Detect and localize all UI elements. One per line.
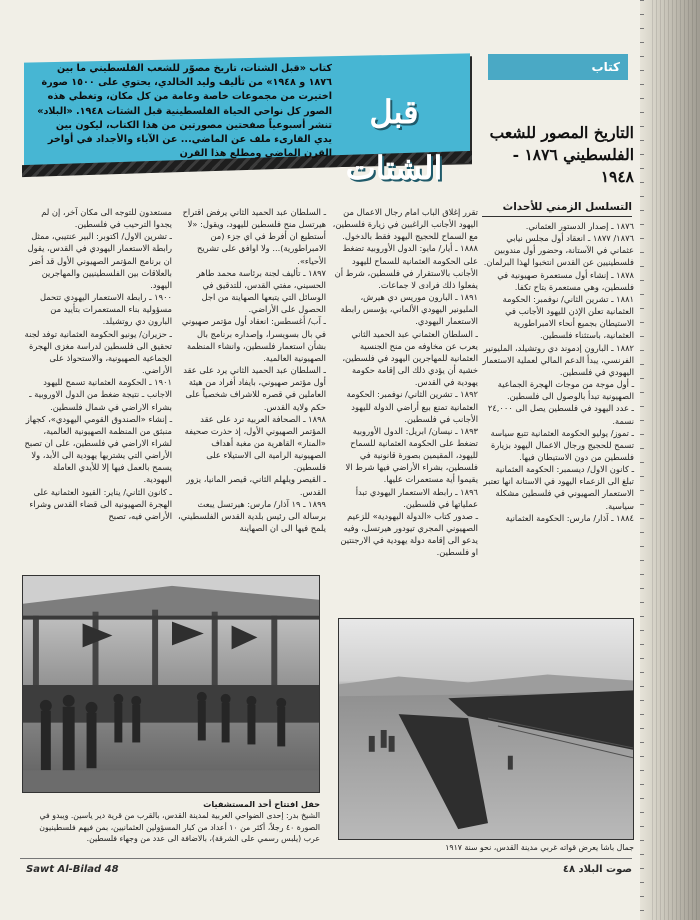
footer-latin-page: Sawt Al-Bilad 48 (26, 864, 119, 875)
timeline-entry: ١٨٩٦ ـ رابطة الاستعمار اليهودي تبدأ عملياتها في فلسطين. (355, 486, 478, 509)
banner-title: قبل الشتات (345, 93, 443, 187)
article-column-3 (178, 206, 326, 572)
timeline-entry: ١٨٩٣ ـ نيسان/ ابريل: الدول الأوروبية تضغط على الحكومة العثمانية للسماح لليهود، المقيمين بصورة قانونية في فلسطين، بشراء الأراضي فيها شرط الا يقيموا أية مستعمرات عليها. (345, 425, 478, 485)
timeline-entry: ١٩٠٠ ـ رابطة الاستعمار اليهودي تتحمل مسؤولية بناء المستعمرات بتأييد من البارون دي روتشيلد. (39, 292, 172, 327)
timeline-entry: ١٨٨٤ ـ آذار/ مارس: الحكومة العثمانية (505, 512, 634, 523)
footer-rule (20, 858, 632, 859)
timeline-entry: ـ تموز/ يوليو الحكومة العثمانية تتبع سياسة تسمح للحجيج ورجال الاعمال اليهود بزيارة فلسطين من دون الاستيطان فيها. (490, 427, 634, 462)
timeline-entry: ـ أول موجة من موجات الهجرة الجماعية الصهيونية تبدأ بالوصول الى فلسطين. (497, 379, 634, 402)
timeline-entry: مستعدون للتوجه الى مكان آخر، إن لم يجدوا الترحيب في فلسطين. (41, 207, 172, 230)
book-title: التاريخ المصور للشعب الفلسطيني ١٨٧٦ - ١٩٤٨ (489, 123, 634, 186)
troops-parade-photo (338, 618, 634, 840)
timeline-entry: ١٨٨٢ ـ البارون إدموند دي روتشيلد، المليونير الفرنسي، يبدأ الدعم المالي لعملية الاستعمار اليهودي في فلسطين. (482, 342, 634, 377)
timeline-entry: ـ السلطان عبد الحميد الثاني يرفض اقتراح هيرتسل منح فلسطين لليهود، ويقول: «لا أستطيع ان أفرط في اي جزء (من الامبراطورية)... ولا اوافق على تشريح الأحياء». (182, 207, 326, 266)
footer-arabic-page: صوت البلاد ٤٨ (562, 864, 632, 875)
timeline-entry: ـ آب/ أغسطس: انعقاد أول مؤتمر صهيوني في بال بسويسرا، وإصداره برنامج بال بشأن استعمار فلسطين، وانشاء المنظمة الصهيونية العالمية. (181, 316, 326, 363)
left-photo-title: حفل افتتاح أحد المستشفيات (203, 799, 320, 809)
timeline-entry: ١٩٠١ ـ الحكومة العثمانية تسمح لليهود الاجانب ـ نتيجة ضغط من الدول الاوروبية ـ بشراء الاراضي في شمال فلسطين. (29, 377, 172, 412)
article-column-2 (332, 206, 478, 610)
hospital-opening-photo (22, 575, 320, 793)
timeline-entry: ١٨٩٢ ـ تشرين الثاني/ نوفمبر: الحكومة العثمانية تمنع بيع أراضي الدولة لليهود الأجانب في فلسطين. (346, 389, 478, 424)
left-photo-caption: الشيخ بدر: إحدى الضواحي الغربية لمدينة القدس، بالقرب من قرية دير ياسين. ويبدو في الصورة ٤٠ رجلاً، أكثر من ١٠ أعداد من كبار المسؤولين العثمانيين، بمن فيهم فلسطينيون عرب (يلبس رسمي على الشرقة)، بالاضافة الى عدد من وجهاء فلسطين. (39, 811, 320, 843)
timeline-entry: ـ السلطان العثماني عبد الحميد الثاني يعرب عن مخاوفه من منح الجنسية العثمانية للمهاجرين اليهود في فلسطين، خشية أن يؤدي ذلك الى إقامة حكومة يهودية في القدس. (342, 328, 478, 388)
article-column-4 (24, 206, 172, 572)
page-edge (640, 0, 644, 920)
article-column-1 (482, 220, 634, 605)
binding-texture (652, 0, 700, 920)
timeline-entry: ١٨٧٦ ـ إصدار الدستور العثماني. (525, 221, 634, 231)
timeline-entry: تقرر إغلاق الباب امام رجال الاعمال من اليهود الأجانب الراغبين في زيارة فلسطين، مع السماح للحجيج اليهود فقط بالدخول. (332, 207, 478, 242)
section-tag: كتاب (488, 54, 628, 80)
timeline-entry: ـ حزيران/ يونيو الحكومة العثمانية توفد لجنة تحقيق الى فلسطين لدراسة مغزى الهجرة الجماعية الصهيونية، والاستحواذ على الأراضي. (24, 328, 172, 376)
timeline-entry: ١٨٩١ ـ البارون موريس دي هيرش، المليونير اليهودي الألماني، يؤسس رابطة الاستعمار اليهودي. (340, 292, 478, 327)
timeline-entry: ١٨٩٩ ـ ١٩ آذار/ مارس: هيرتسل يبعث برسالة الى رئيس بلدية القدس الفلسطيني، يلمح فيها الى ان الصهاينة (178, 498, 326, 534)
timeline-entry: ـ القيصر ويلهلم الثاني، قيصر المانيا، يزور القدس. (186, 474, 326, 497)
right-photo-caption: جمال باشا يعرض قواته غربي مدينة القدس، نحو سنة ١٩١٧ (445, 843, 634, 852)
timeline-entry: ١٨٩٧ ـ تأليف لجنة برئاسة محمد طاهر الحسيني، مفتي القدس، للتدقيق في الوسائل التي يتبعها الصهاينة من اجل الحصول على الأراضي. (196, 267, 326, 315)
timeline-entry: ـ كانون الثاني/ يناير: القيود العثمانية على الهجرة الصهيونية الى قضاء القدس وشراء الأراضي فيه، تصبح (29, 486, 172, 521)
timeline-entry: ١٨٧٨ ـ إنشاء أول مستعمرة صهيونية في فلسطين، وهي مستعمرة بتاح تكفا. (497, 269, 634, 292)
timeline-entry: ـ السلطان عبد الحميد الثاني يرد على عقد أول مؤتمر صهيوني، بايفاد أفراد من هيئة العاملين في قصره للاشراف شخصياً على حكم ولاية القدس. (183, 365, 326, 412)
timeline-entry: ١٨٨١ ـ تشرين الثاني/ نوفمبر: الحكومة العثمانية تعلن الإذن لليهود الأجانب في الاستيطان بجميع أنحاء الامبراطورية العثمانية، باستثناء فلسطين. (502, 293, 634, 341)
timeline-entry: ١٨٨٨ ـ أيار/ مايو: الدول الأوروبية تضغط على الحكومة العثمانية للسماح لليهود الأجانب بالاستقرار في فلسطين، شرط أن يفعلوا ذلك فرادى لا جماعات. (334, 243, 478, 290)
timeline-entry: ١٨٩٨ ـ الصحافة العربية ترد على عقد المؤتمر الصهيوني الأول، إذ حذرت صحيفة «المنار» القاهرية من مغبة أهداف الصهيونية الرامية الى الاستيلاء على فلسطين. (184, 413, 326, 473)
timeline-entry: ـ عدد اليهود في فلسطين يصل الى ٢٤,٠٠٠ نسمة. (487, 403, 634, 426)
timeline-entry: ـ إنشاء «الصندوق القومي اليهودي»، كجهاز منبثق من المنظمة الصهيونية العالمية، لشراء الاراضي في فلسطين، على ان تصبح الأراضي التي يشتريها يهودية الى الأبد، ولا يسمح بالعمل فيها إلا للأيدي العاملة اليهودية. (24, 413, 172, 485)
timeline-heading: التسلسل الزمني للأحداث (482, 200, 632, 217)
timeline-entry: ١٨٧٦/ ١٨٧٧ ـ انعقاد أول مجلس نيابي عثماني في الآستانة، وحضور أول مندوبين فلسطينيين عن القدس انتخبوا لهذا البرلمان. (483, 233, 634, 268)
timeline-entry: ـ كانون الاول/ ديسمبر: الحكومة العثمانية تبلغ الى الزعماء اليهود في الاستانة انها تعتبر الاستعمار الصهيوني في فلسطين مشكلة سياسية. (483, 464, 634, 511)
banner-intro-text: كتاب «قبل الشتات، تاريخ مصوّر للشعب الفلسطيني ما بين ١٨٧٦ و ١٩٤٨» من تأليف وليد الخالدي، يحتوي على ١٥٠٠ صورة اختيرت من مجموعات خاصة وعامة من كل مكان، وتغطي هذه الصور كل نواحي الحياة الفلسطينية قبل الشتات ١٩٤٨. «البلاد» تنشر أسبوعياً صفحتين مصورتين من هذا الكتاب، ليكون بين يدي القارىء ملف عن الماضي... عن الآباء والأجداد في أواخر القرن الماضي ومطلع هذا القرن (37, 63, 332, 160)
timeline-entry: ـ صدور كتاب «الدولة اليهودية» للزعيم الصهيوني المجري تيودور هيرتسل، وفيه يدعو الى إقامة دولة يهودية في الارجنتين او فلسطين. (340, 510, 478, 558)
timeline-entry: ـ تشرين الاول/ اكتوبر: البير عنتيبي، ممثل رابطة الاستعمار اليهودي في القدس، يقول ان برنامج المؤتمر الصهيوني الأول قد أضر بالعلاقات بين الفلسطينيين والمهاجرين اليهود. (27, 231, 172, 290)
